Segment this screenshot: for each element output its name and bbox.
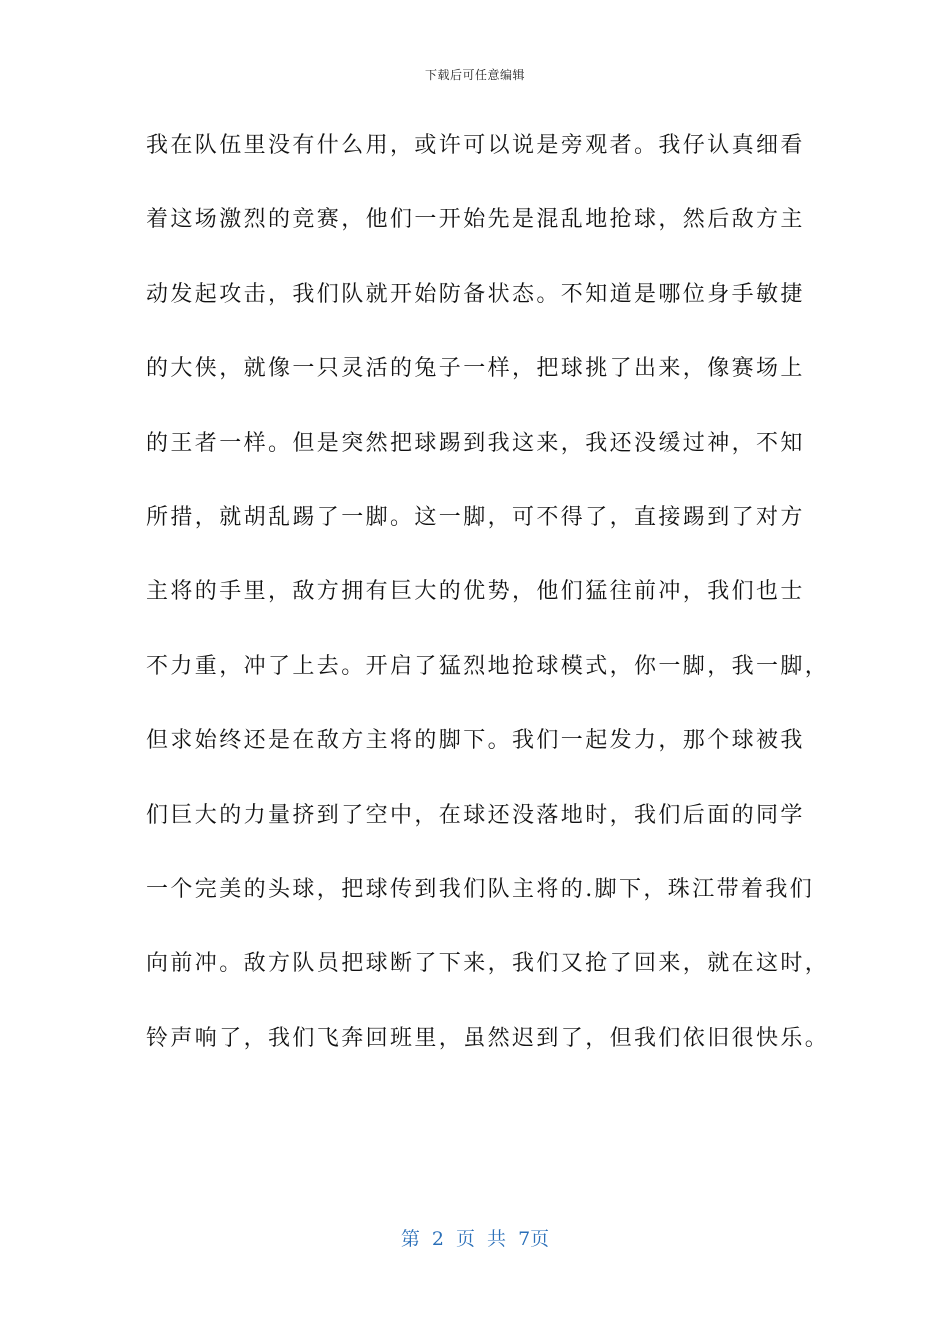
text-line: 我在队伍里没有什么用，或许可以说是旁观者。我仔认真细看 — [146, 133, 805, 158]
text-line: 但求始终还是在敌方主将的脚下。我们一起发力，那个球被我 — [146, 728, 805, 754]
text-line: 不力重，冲了上去。开启了猛烈地抢球模式，你一脚，我一脚， — [146, 653, 830, 679]
page-header: 下载后可任意编辑 — [424, 68, 525, 82]
body-text — [146, 121, 830, 1088]
text-line: 的王者一样。但是突然把球踢到我这来，我还没缓过神，不知 — [146, 430, 805, 456]
text-line: 铃声响了，我们飞奔回班里，虽然迟到了，但我们依旧很快乐。 — [146, 1025, 830, 1051]
text-line: 所措，就胡乱踢了一脚。这一脚，可不得了，直接踢到了对方 — [146, 504, 805, 530]
text-line: 们巨大的力量挤到了空中，在球还没落地时，我们后面的同学 — [146, 802, 805, 828]
text-line: 的大侠，就像一只灵活的兔子一样，把球挑了出来，像赛场上 — [146, 356, 805, 382]
text-line: 动发起攻击，我们队就开始防备状态。不知道是哪位身手敏捷 — [146, 281, 805, 307]
text-line: 主将的手里，敌方拥有巨大的优势，他们猛往前冲，我们也士 — [146, 579, 805, 605]
page-number: 第 2 页 共 7页 — [400, 1228, 550, 1250]
text-line: 一个完美的头球，把球传到我们队主将的.脚下，珠江带着我们 — [146, 876, 815, 902]
text-line: 向前冲。敌方队员把球断了下来，我们又抢了回来，就在这时， — [146, 951, 830, 977]
text-line: 着这场激烈的竞赛，他们一开始先是混乱地抢球，然后敌方主 — [146, 207, 805, 233]
